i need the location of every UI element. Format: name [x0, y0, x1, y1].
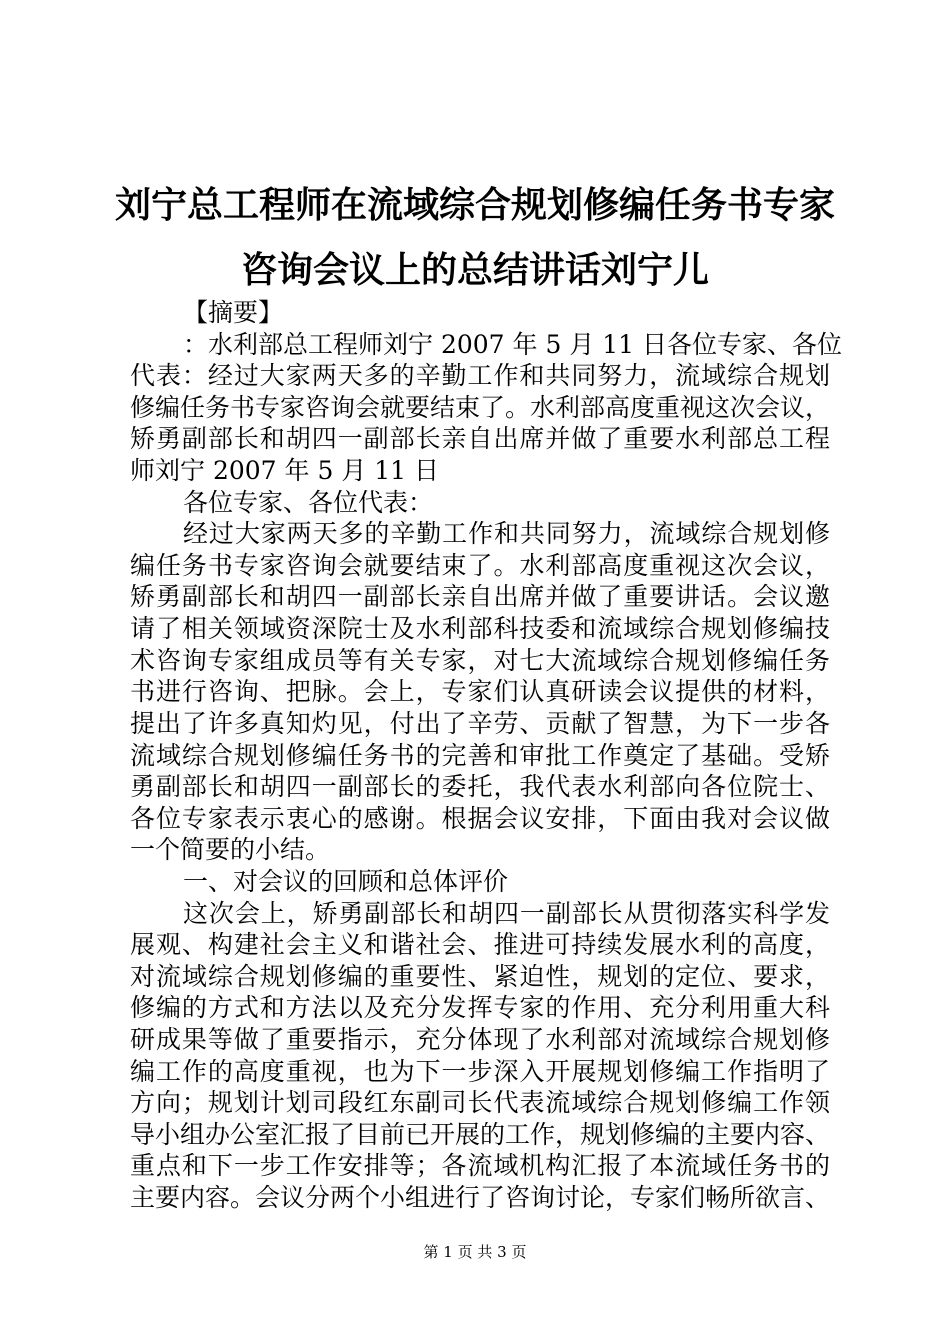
- paragraph-line: 对流域综合规划修编的重要性、紧迫性，规划的定位、要求，: [130, 962, 830, 991]
- paragraph-line: 研成果等做了重要指示，充分体现了水利部对流域综合规划修: [130, 1025, 830, 1054]
- section-heading: 一、对会议的回顾和总体评价: [183, 867, 509, 896]
- abstract-line: 修编任务书专家咨询会就要结束了。水利部高度重视这次会议，: [130, 393, 831, 422]
- greeting: 各位专家、各位代表：: [183, 488, 434, 517]
- paragraph-line: 主要内容。会议分两个小组进行了咨询讨论，专家们畅所欲言、: [130, 1183, 831, 1212]
- paragraph-line: 书进行咨询、把脉。会上，专家们认真研读会议提供的材料，: [130, 677, 830, 706]
- paragraph-line: 方向；规划计划司段红东副司长代表流域综合规划修编工作领: [130, 1088, 830, 1117]
- paragraph-line: 术咨询专家组成员等有关专家，对七大流域综合规划修编任务: [130, 646, 830, 675]
- paragraph-line: 展观、构建社会主义和谐社会、推进可持续发展水利的高度，: [130, 930, 830, 959]
- paragraph-line: 勇副部长和胡四一副部长的委托，我代表水利部向各位院士、: [130, 772, 830, 801]
- paragraph-line: 提出了许多真知灼见，付出了辛劳、贡献了智慧，为下一步各: [130, 709, 830, 738]
- paragraph-line: 修编的方式和方法以及充分发挥专家的作用、充分利用重大科: [130, 993, 830, 1022]
- paragraph-line: 这次会上，矫勇副部长和胡四一副部长从贯彻落实科学发: [183, 899, 830, 928]
- page-footer: 第 1 页 共 3 页: [423, 1243, 527, 1261]
- paragraph-line: 流域综合规划修编任务书的完善和审批工作奠定了基础。受矫: [130, 741, 830, 770]
- paragraph-line: 一个简要的小结。: [130, 835, 331, 864]
- document-title-line-1: 刘宁总工程师在流域综合规划修编任务书专家: [114, 185, 835, 226]
- abstract-line: ：水利部总工程师刘宁 2007 年 5 月 11 日各位专家、各位: [183, 330, 843, 359]
- abstract-label: 【摘要】: [183, 298, 284, 327]
- paragraph-line: 矫勇副部长和胡四一副部长亲自出席并做了重要讲话。会议邀: [130, 582, 830, 611]
- paragraph-line: 经过大家两天多的辛勤工作和共同努力，流域综合规划修: [183, 519, 830, 548]
- paragraph-line: 请了相关领域资深院士及水利部科技委和流域综合规划修编技: [130, 614, 830, 643]
- paragraph-line: 重点和下一步工作安排等；各流域机构汇报了本流域任务书的: [130, 1151, 830, 1180]
- paragraph-line: 导小组办公室汇报了目前已开展的工作，规划修编的主要内容、: [130, 1120, 831, 1149]
- paragraph-line: 编工作的高度重视，也为下一步深入开展规划修编工作指明了: [130, 1057, 830, 1086]
- abstract-line: 矫勇副部长和胡四一副部长亲自出席并做了重要水利部总工程: [130, 424, 830, 453]
- paragraph-line: 编任务书专家咨询会就要结束了。水利部高度重视这次会议，: [130, 551, 830, 580]
- paragraph-line: 各位专家表示衷心的感谢。根据会议安排，下面由我对会议做: [130, 804, 830, 833]
- document-title-line-2: 咨询会议上的总结讲话刘宁儿: [240, 250, 709, 291]
- abstract-line: 师刘宁 2007 年 5 月 11 日: [130, 456, 440, 485]
- abstract-line: 代表：经过大家两天多的辛勤工作和共同努力，流域综合规划: [130, 361, 830, 390]
